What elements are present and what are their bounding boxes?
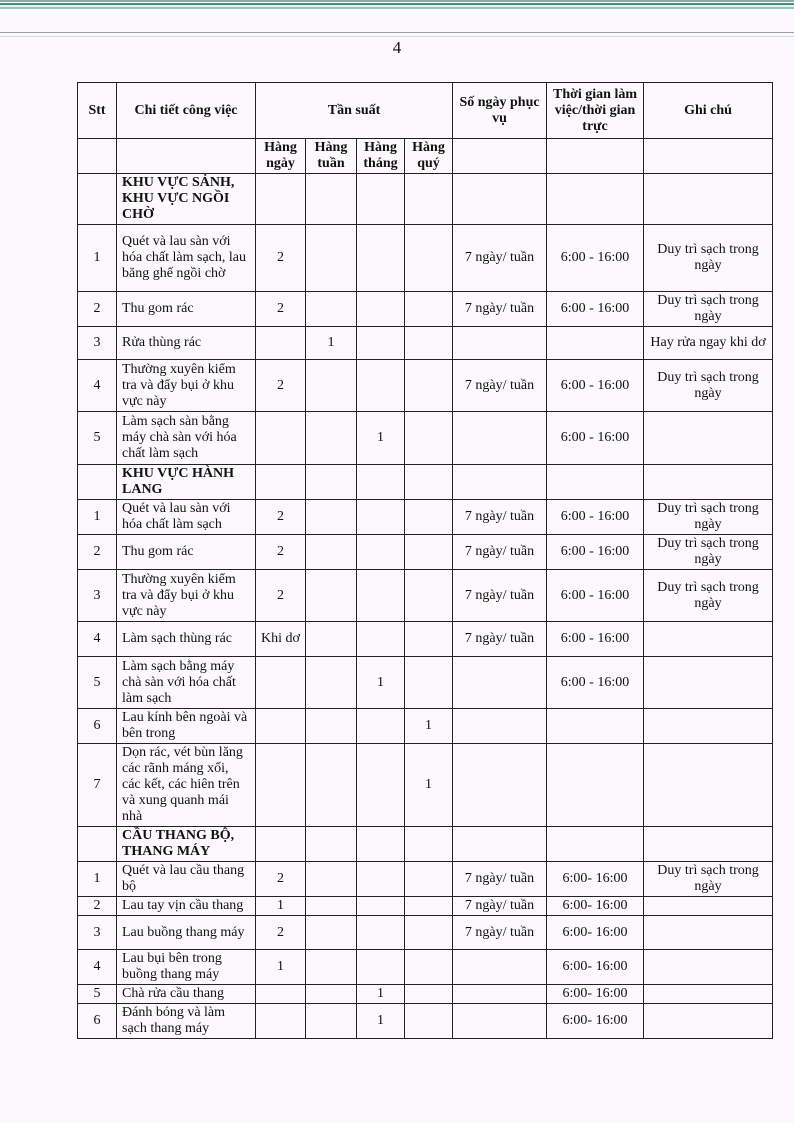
cell-days (453, 709, 547, 744)
cell-stt: 6 (78, 709, 117, 744)
cell-days: 7 ngày/ tuần (453, 292, 547, 327)
cell-detail: Thường xuyên kiểm tra và đẩy bụi ở khu vực này (117, 360, 256, 412)
cell-weekly (306, 292, 357, 327)
cell-detail: Lau kính bên ngoài và bên trong (117, 709, 256, 744)
cell-note: Duy trì sạch trong ngày (644, 225, 773, 292)
cell-daily: 2 (256, 500, 306, 535)
cell-time: 6:00- 16:00 (547, 916, 644, 950)
cell-stt: 2 (78, 535, 117, 570)
cell-weekly (306, 657, 357, 709)
cell-days (453, 412, 547, 465)
table-row (78, 1004, 773, 1039)
empty-cell (256, 827, 306, 862)
cell-days: 7 ngày/ tuần (453, 916, 547, 950)
cell-monthly (357, 360, 405, 412)
cell-weekly (306, 570, 357, 622)
cell-days: 7 ngày/ tuần (453, 897, 547, 916)
cell-daily: 2 (256, 225, 306, 292)
cell-quarterly (405, 985, 453, 1004)
cell-detail: Quét và lau sàn với hóa chất làm sạch, lau băng ghế ngồi chờ (117, 225, 256, 292)
empty-cell (306, 174, 357, 225)
cell-days: 7 ngày/ tuần (453, 622, 547, 657)
cell-daily (256, 985, 306, 1004)
empty-cell (453, 465, 547, 500)
cell-note (644, 1004, 773, 1039)
cell-stt: 3 (78, 327, 117, 360)
cell-time: 6:00- 16:00 (547, 1004, 644, 1039)
cell-daily: Khi dơ (256, 622, 306, 657)
table-row (78, 862, 773, 897)
table-row (78, 292, 773, 327)
cell-weekly (306, 709, 357, 744)
cell-detail: Rửa thùng rác (117, 327, 256, 360)
empty-cell (357, 465, 405, 500)
empty-cell (644, 465, 773, 500)
cell-note: Duy trì sạch trong ngày (644, 500, 773, 535)
cell-stt: 1 (78, 225, 117, 292)
cell-detail: Làm sạch thùng rác (117, 622, 256, 657)
cell-quarterly (405, 500, 453, 535)
cell-note (644, 657, 773, 709)
table-row (78, 500, 773, 535)
cell-time: 6:00 - 16:00 (547, 570, 644, 622)
cell-quarterly (405, 1004, 453, 1039)
empty-cell (357, 174, 405, 225)
cell-weekly (306, 412, 357, 465)
empty-cell (306, 827, 357, 862)
cell-weekly (306, 535, 357, 570)
empty-cell (405, 174, 453, 225)
header-monthly: Hàng tháng (357, 139, 405, 174)
table-row (78, 412, 773, 465)
cell-weekly (306, 985, 357, 1004)
cell-daily: 2 (256, 916, 306, 950)
cell-monthly: 1 (357, 1004, 405, 1039)
cell-stt: 3 (78, 570, 117, 622)
cell-note: Duy trì sạch trong ngày (644, 535, 773, 570)
section-row (78, 465, 773, 500)
cell-weekly (306, 500, 357, 535)
empty-cell (78, 465, 117, 500)
cell-days: 7 ngày/ tuần (453, 225, 547, 292)
cell-stt: 5 (78, 985, 117, 1004)
cell-daily: 2 (256, 360, 306, 412)
section-title: CẦU THANG BỘ, THANG MÁY (117, 827, 256, 862)
table-row (78, 225, 773, 292)
cell-daily (256, 744, 306, 827)
cell-monthly (357, 709, 405, 744)
cell-note (644, 622, 773, 657)
scan-artifact-line-light (0, 36, 794, 37)
cell-detail: Thu gom rác (117, 535, 256, 570)
cell-monthly: 1 (357, 985, 405, 1004)
cell-quarterly (405, 327, 453, 360)
cell-daily: 1 (256, 897, 306, 916)
cell-note (644, 950, 773, 985)
cell-days (453, 327, 547, 360)
cell-quarterly (405, 622, 453, 657)
header-days: Số ngày phục vụ (453, 83, 547, 139)
table-row (78, 916, 773, 950)
empty-cell (547, 465, 644, 500)
cell-weekly (306, 225, 357, 292)
cell-note (644, 897, 773, 916)
cell-weekly (306, 950, 357, 985)
cell-monthly (357, 535, 405, 570)
cell-detail: Làm sạch bằng máy chà sàn với hóa chất làm sạch (117, 657, 256, 709)
empty-cell (357, 827, 405, 862)
cell-daily: 2 (256, 570, 306, 622)
header-weekly: Hàng tuần (306, 139, 357, 174)
page-number: 4 (392, 38, 402, 57)
cell-detail: Chà rửa cầu thang (117, 985, 256, 1004)
cell-note: Duy trì sạch trong ngày (644, 292, 773, 327)
header-time: Thời gian làm việc/thời gian trực (547, 83, 644, 139)
empty-cell (547, 827, 644, 862)
cell-daily: 2 (256, 292, 306, 327)
cell-days (453, 1004, 547, 1039)
cell-quarterly (405, 535, 453, 570)
cell-stt: 3 (78, 916, 117, 950)
cell-time: 6:00 - 16:00 (547, 360, 644, 412)
cell-weekly (306, 360, 357, 412)
empty-cell (453, 174, 547, 225)
cell-weekly (306, 862, 357, 897)
cell-note (644, 744, 773, 827)
scan-artifact-line (0, 32, 794, 33)
cell-quarterly (405, 862, 453, 897)
table-row (78, 657, 773, 709)
cell-monthly (357, 622, 405, 657)
header-frequency: Tần suất (256, 83, 453, 139)
cell-quarterly (405, 897, 453, 916)
cell-detail: Dọn rác, vét bùn lăng các rãnh máng xối, các kết, các hiên trên và xung quanh mái nhà (117, 744, 256, 827)
cell-weekly: 1 (306, 327, 357, 360)
cell-note: Hay rửa ngay khi dơ (644, 327, 773, 360)
cell-days (453, 744, 547, 827)
cell-stt: 4 (78, 360, 117, 412)
header-detail: Chi tiết công việc (117, 83, 256, 139)
cell-quarterly (405, 916, 453, 950)
cell-time (547, 744, 644, 827)
table-row (78, 744, 773, 827)
cell-detail: Quét và lau sàn với hóa chất làm sạch (117, 500, 256, 535)
cell-time: 6:00 - 16:00 (547, 622, 644, 657)
cell-monthly (357, 500, 405, 535)
subheader-row (78, 139, 773, 174)
cell-daily (256, 657, 306, 709)
cell-stt: 6 (78, 1004, 117, 1039)
cell-note (644, 916, 773, 950)
cell-days: 7 ngày/ tuần (453, 500, 547, 535)
cell-weekly (306, 744, 357, 827)
cell-daily (256, 1004, 306, 1039)
cell-stt: 5 (78, 657, 117, 709)
subheader-blank (547, 139, 644, 174)
cell-time: 6:00 - 16:00 (547, 535, 644, 570)
cell-quarterly (405, 570, 453, 622)
cell-monthly (357, 950, 405, 985)
cell-time: 6:00 - 16:00 (547, 657, 644, 709)
cell-monthly (357, 570, 405, 622)
cell-note: Duy trì sạch trong ngày (644, 360, 773, 412)
subheader-blank (453, 139, 547, 174)
cell-days (453, 985, 547, 1004)
empty-cell (78, 174, 117, 225)
cell-stt: 1 (78, 500, 117, 535)
cell-note: Duy trì sạch trong ngày (644, 862, 773, 897)
cell-days: 7 ngày/ tuần (453, 862, 547, 897)
cell-monthly (357, 744, 405, 827)
table-row (78, 985, 773, 1004)
cell-monthly (357, 897, 405, 916)
cell-time: 6:00 - 16:00 (547, 225, 644, 292)
cell-detail: Thu gom rác (117, 292, 256, 327)
cell-time (547, 327, 644, 360)
section-row (78, 174, 773, 225)
scan-artifact-top (0, 0, 794, 14)
cell-stt: 2 (78, 897, 117, 916)
cell-quarterly (405, 292, 453, 327)
header-row (78, 83, 773, 139)
cell-days: 7 ngày/ tuần (453, 360, 547, 412)
table-row (78, 327, 773, 360)
cell-quarterly: 1 (405, 709, 453, 744)
cell-stt: 4 (78, 950, 117, 985)
cell-time: 6:00 - 16:00 (547, 412, 644, 465)
cell-monthly (357, 916, 405, 950)
cell-quarterly (405, 360, 453, 412)
empty-cell (78, 827, 117, 862)
section-row (78, 827, 773, 862)
subheader-blank (117, 139, 256, 174)
cell-daily: 2 (256, 862, 306, 897)
cell-monthly (357, 292, 405, 327)
cell-days: 7 ngày/ tuần (453, 535, 547, 570)
cell-time: 6:00- 16:00 (547, 897, 644, 916)
cell-stt: 4 (78, 622, 117, 657)
cell-stt: 2 (78, 292, 117, 327)
cell-time: 6:00- 16:00 (547, 950, 644, 985)
cell-note (644, 709, 773, 744)
section-title: KHU VỰC SẢNH, KHU VỰC NGỒI CHỜ (117, 174, 256, 225)
cell-quarterly: 1 (405, 744, 453, 827)
cell-note (644, 985, 773, 1004)
empty-cell (306, 465, 357, 500)
cell-detail: Lau buồng thang máy (117, 916, 256, 950)
empty-cell (405, 465, 453, 500)
cell-quarterly (405, 225, 453, 292)
cell-weekly (306, 1004, 357, 1039)
cell-time: 6:00 - 16:00 (547, 292, 644, 327)
empty-cell (256, 465, 306, 500)
header-stt: Stt (78, 83, 117, 139)
cell-weekly (306, 897, 357, 916)
cell-detail: Thường xuyên kiểm tra và đẩy bụi ở khu vực này (117, 570, 256, 622)
cell-daily (256, 709, 306, 744)
cell-daily (256, 327, 306, 360)
cell-monthly: 1 (357, 412, 405, 465)
work-schedule-table (77, 82, 773, 1039)
cell-time: 6:00- 16:00 (547, 862, 644, 897)
cell-detail: Lau tay vịn cầu thang (117, 897, 256, 916)
cell-detail: Lau bụi bên trong buồng thang máy (117, 950, 256, 985)
section-title: KHU VỰC HÀNH LANG (117, 465, 256, 500)
cell-time (547, 709, 644, 744)
table-row (78, 622, 773, 657)
cell-time: 6:00 - 16:00 (547, 500, 644, 535)
subheader-blank (78, 139, 117, 174)
table-row (78, 535, 773, 570)
empty-cell (644, 174, 773, 225)
empty-cell (547, 174, 644, 225)
header-note: Ghi chú (644, 83, 773, 139)
cell-daily: 2 (256, 535, 306, 570)
cell-stt: 1 (78, 862, 117, 897)
cell-monthly (357, 862, 405, 897)
cell-weekly (306, 916, 357, 950)
cell-weekly (306, 622, 357, 657)
cell-quarterly (405, 657, 453, 709)
cell-days (453, 657, 547, 709)
empty-cell (405, 827, 453, 862)
cell-monthly: 1 (357, 657, 405, 709)
table-row (78, 570, 773, 622)
table-row (78, 950, 773, 985)
empty-cell (256, 174, 306, 225)
header-quarterly: Hàng quý (405, 139, 453, 174)
cell-monthly (357, 225, 405, 292)
cell-time: 6:00- 16:00 (547, 985, 644, 1004)
cell-days: 7 ngày/ tuần (453, 570, 547, 622)
cell-monthly (357, 327, 405, 360)
cell-daily (256, 412, 306, 465)
empty-cell (644, 827, 773, 862)
cell-stt: 5 (78, 412, 117, 465)
cell-detail: Làm sạch sàn bằng máy chà sàn với hóa chất làm sạch (117, 412, 256, 465)
header-daily: Hàng ngày (256, 139, 306, 174)
cell-days (453, 950, 547, 985)
cell-note (644, 412, 773, 465)
table-row (78, 709, 773, 744)
cell-detail: Quét và lau cầu thang bộ (117, 862, 256, 897)
cell-daily: 1 (256, 950, 306, 985)
table-row (78, 897, 773, 916)
empty-cell (453, 827, 547, 862)
cell-quarterly (405, 412, 453, 465)
cell-quarterly (405, 950, 453, 985)
cell-detail: Đánh bóng và làm sạch thang máy (117, 1004, 256, 1039)
subheader-blank (644, 139, 773, 174)
cell-stt: 7 (78, 744, 117, 827)
table-row (78, 360, 773, 412)
cell-note: Duy trì sạch trong ngày (644, 570, 773, 622)
